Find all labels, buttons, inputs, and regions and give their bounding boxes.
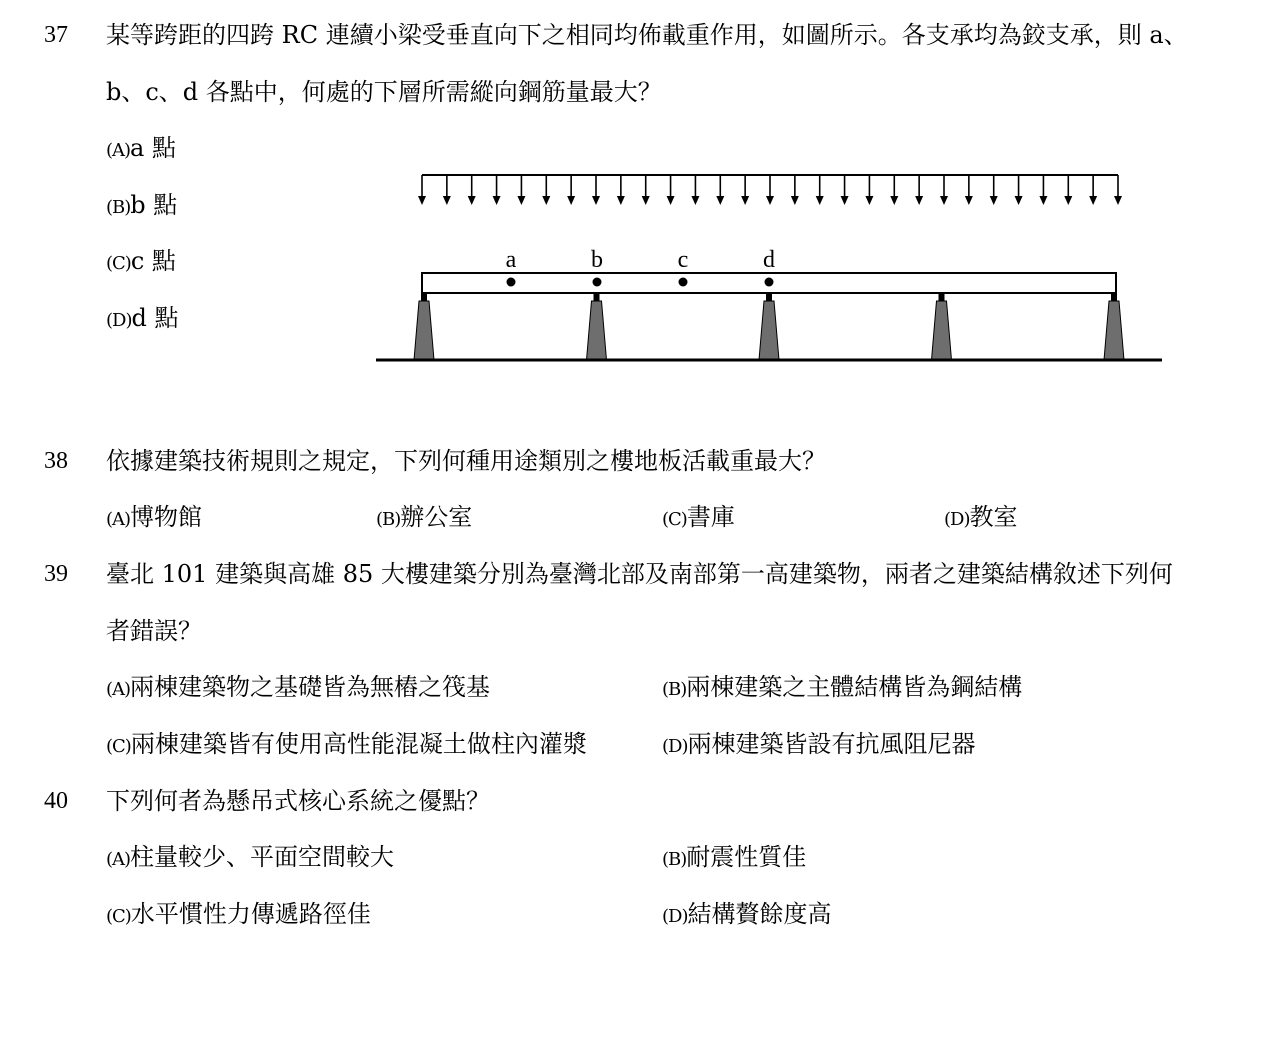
load-arrow-head [1064,196,1072,205]
load-arrow-head [741,196,749,205]
point-dot-b [593,278,602,287]
option-marker: (A) [106,679,131,700]
option-marker: (D) [662,736,688,757]
option-text: b 點 [130,191,178,219]
load-arrow-head [940,196,948,205]
load-arrow-head [890,196,898,205]
option-marker: (C) [106,906,131,927]
option-marker: (A) [106,849,131,870]
load-arrow-head [1089,196,1097,205]
option-text: 辦公室 [400,503,473,531]
load-arrow-head [766,196,774,205]
supports [414,293,1124,360]
load-arrow-head [691,196,699,205]
option-marker: (A) [106,509,131,530]
load-arrow-head [667,196,675,205]
option-text: 兩棟建築皆設有抗風阻尼器 [687,730,976,758]
point-dot-d [765,278,774,287]
option-marker: (C) [106,736,131,757]
option-text: 兩棟建築物之基礎皆為無樁之筏基 [130,673,491,701]
point-dot-c [679,278,688,287]
load-arrow-head [517,196,525,205]
support-pier [414,301,434,360]
option-b[interactable] [106,190,177,223]
uniform-load [418,175,1122,205]
point-label-a: a [505,247,517,273]
question-number: 38 [44,448,68,474]
option-text: a 點 [130,134,176,162]
support-pin [939,293,945,301]
load-arrow-head [841,196,849,205]
option-a[interactable] [106,672,490,705]
support-pin [1111,293,1117,301]
option-d[interactable] [662,729,975,762]
support-pin [421,293,427,301]
point-label-b: b [591,247,603,273]
load-arrow-head [443,196,451,205]
load-arrow-head [865,196,873,205]
point-dot-a [507,278,516,287]
option-marker: (C) [106,253,131,274]
question-text-line-1: 某等跨距的四跨 RC 連續小梁受垂直向下之相同均佈載重作用，如圖所示。各支承均為鉸支承，則 a、 [106,21,1188,49]
option-text: 博物館 [130,503,203,531]
question-number: 37 [44,22,68,48]
option-a[interactable] [106,133,176,166]
load-arrow-head [716,196,724,205]
support-pier [932,301,952,360]
load-arrow-head [592,196,600,205]
load-arrow-head [567,196,575,205]
option-c[interactable] [106,729,587,762]
load-arrow-head [1015,196,1023,205]
support-pier [759,301,779,360]
point-label-d: d [763,247,775,273]
option-marker: (A) [106,140,131,161]
option-b[interactable] [662,672,1022,705]
load-arrow-head [642,196,650,205]
point-label-c: c [677,247,689,273]
option-text: d 點 [131,304,179,332]
option-c[interactable] [106,246,176,279]
question-text-line-1: 依據建築技術規則之規定，下列何種用途類別之樓地板活載重最大？ [106,447,826,475]
option-marker: (B) [662,849,687,870]
load-arrow-head [617,196,625,205]
option-marker: (B) [106,197,131,218]
load-arrow-head [1039,196,1047,205]
continuous-beam-diagram [360,160,1170,370]
load-arrow-head [791,196,799,205]
question-text-line-2: 者錯誤？ [106,617,202,645]
option-d[interactable] [662,899,831,932]
support-pier [1104,301,1124,360]
option-text: 教室 [969,503,1018,531]
option-text: 兩棟建築皆有使用高性能混凝土做柱內灌漿 [130,730,587,758]
option-d[interactable] [106,303,178,336]
option-text: 兩棟建築之主體結構皆為鋼結構 [686,673,1023,701]
question-text-line-2: b、c、d 各點中，何處的下層所需縱向鋼筋量最大？ [106,78,662,106]
support-pier [587,301,607,360]
option-b[interactable] [662,842,806,875]
question-text-line-1: 臺北 101 建築與高雄 85 大樓建築分別為臺灣北部及南部第一高建築物，兩者之建築結構敘述下列何 [106,560,1173,588]
support-pin [594,293,600,301]
option-a[interactable] [106,842,394,875]
option-text: 耐震性質佳 [686,843,807,871]
load-arrow-head [542,196,550,205]
option-text: c 點 [130,247,176,275]
option-marker: (D) [106,310,132,331]
option-marker: (C) [662,509,687,530]
option-c[interactable] [662,502,735,535]
question-text-line-1: 下列何者為懸吊式核心系統之優點？ [106,787,490,815]
question-number: 39 [44,561,68,587]
option-b[interactable] [376,502,472,535]
option-c[interactable] [106,899,371,932]
load-arrow-head [816,196,824,205]
option-text: 柱量較少、平面空間較大 [130,843,395,871]
option-a[interactable] [106,502,202,535]
option-marker: (D) [944,509,970,530]
load-arrow-head [915,196,923,205]
load-arrow-head [990,196,998,205]
option-marker: (B) [662,679,687,700]
load-arrow-head [418,196,426,205]
load-arrow-head [468,196,476,205]
load-arrow-head [1114,196,1122,205]
load-arrow-head [493,196,501,205]
question-number: 40 [44,788,68,814]
option-d[interactable] [944,502,1017,535]
option-text: 水平慣性力傳遞路徑佳 [130,900,371,928]
option-marker: (B) [376,509,401,530]
load-arrow-head [965,196,973,205]
option-marker: (D) [662,906,688,927]
option-text: 書庫 [686,503,735,531]
option-text: 結構贅餘度高 [687,900,832,928]
support-pin [766,293,772,301]
